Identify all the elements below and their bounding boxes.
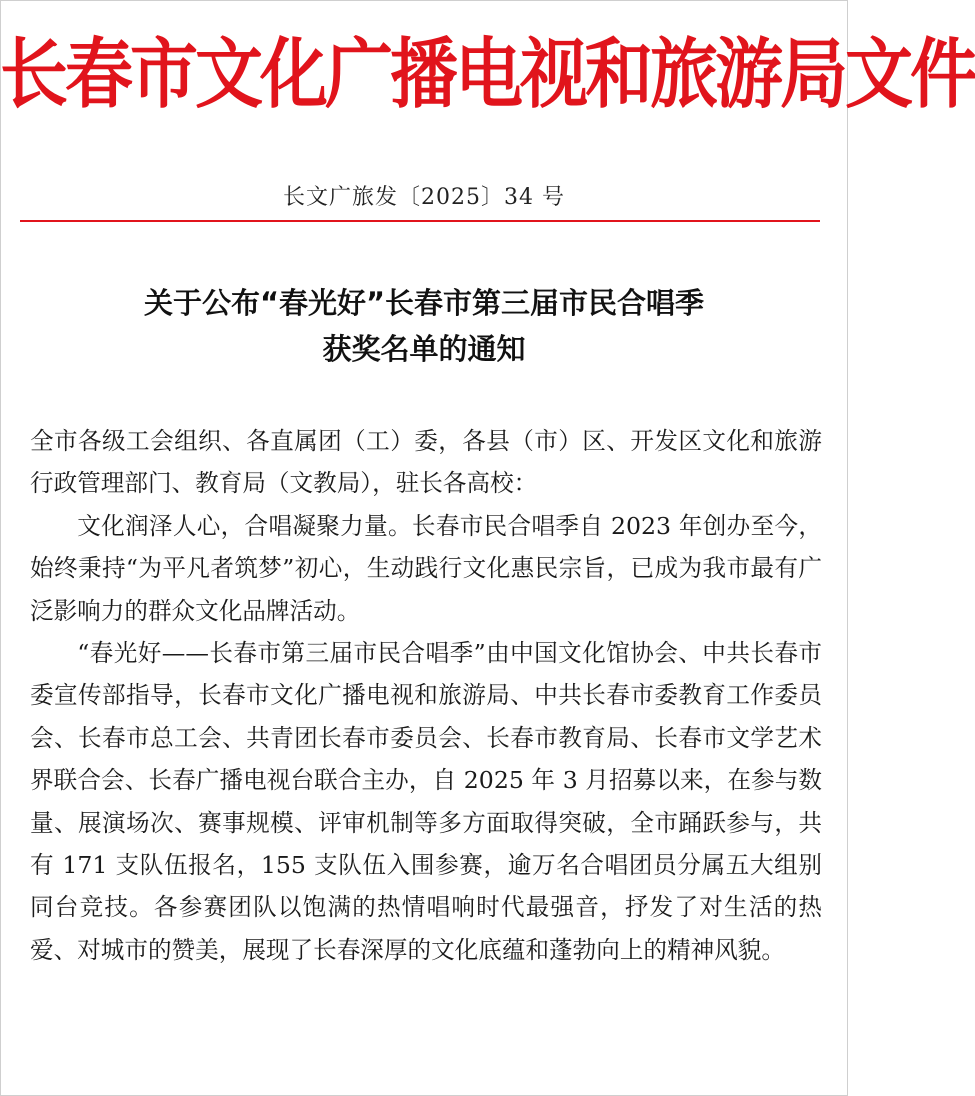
issuer-header-title: 长春市文化广播电视和旅游局文件 [0,31,975,120]
red-divider-line [20,220,820,222]
notice-title-line-2: 获奖名单的通知 [322,332,526,366]
notice-body [30,420,822,971]
body-paragraph-2: “春光好——长春市第三届市民合唱季”由中国文化馆协会、中共长春市委宣传部指导，长春市文化广播电视和旅游局、中共长春市委教育工作委员会、长春市总工会、共青团长春市委员会、长春市教育局、长春市文学艺术界联合会、长春广播电视台联合主办，自 2025 年 3 月招募以来，在参与数量、展演场次、赛事规模、评审机制等多方面取得突破，全市踊跃参与，共有 171 支队伍报名，155 支队伍入围参赛，逾万名合唱团员分属五大组别同台竞技。各参赛团队以饱满的热情唱响时代最强音，抒发了对生活的热爱、对城市的赞美，展现了长春深厚的文化底蕴和蓬勃向上的精神风貌。 [30,639,822,964]
notice-title [0,280,848,372]
body-paragraph-1: 文化润泽人心，合唱凝聚力量。长春市民合唱季自 2023 年创办至今，始终秉持“为平凡者筑梦”初心，生动践行文化惠民宗旨，已成为我市最有广泛影响力的群众文化品牌活动。 [30,511,822,625]
salutation: 全市各级工会组织、各直属团（工）委，各县（市）区、开发区文化和旅游行政管理部门、教育局（文教局），驻长各高校： [30,427,822,498]
document-number: 长文广旅发〔2025〕34 号 [283,185,565,210]
notice-title-line-1: 关于公布“春光好”长春市第三届市民合唱季 [143,286,705,320]
